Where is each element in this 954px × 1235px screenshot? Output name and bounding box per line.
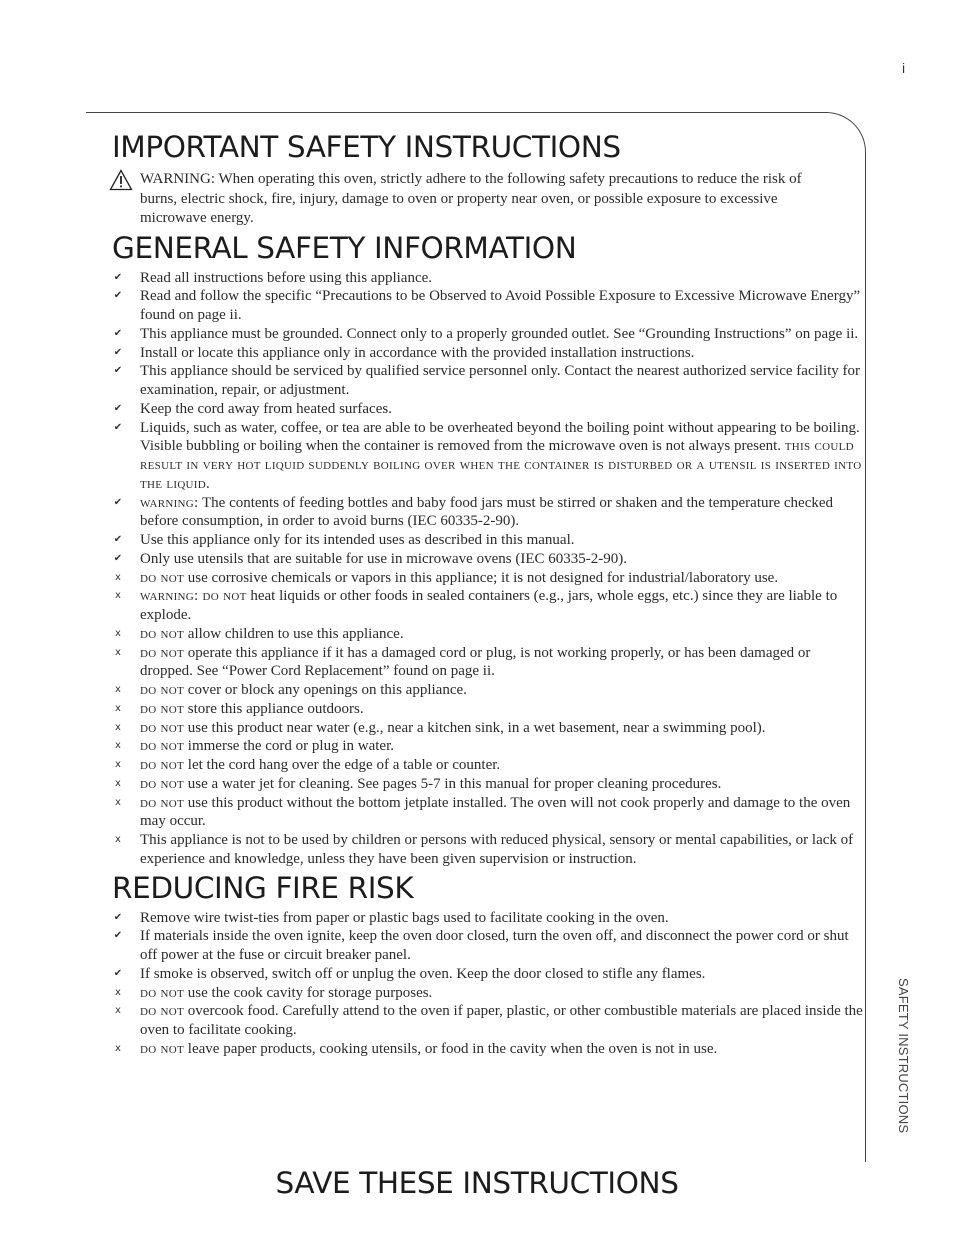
item-text: store this appliance outdoors. <box>187 700 364 717</box>
warning-triangle-icon <box>109 169 133 191</box>
check-icon: ✔ <box>113 421 123 433</box>
item-text: cover or block any openings on this appliance. <box>187 682 467 698</box>
item-lead-caps: do not <box>140 569 185 586</box>
warning-text: WARNING: When operating this oven, strictly adhere to the following safety precautions to reduce the risk of burns, electric shock, fire, injury, damage to oven or property near oven, or possible exposure to excessive microwave energy. <box>140 171 802 226</box>
cross-icon: x <box>115 684 121 695</box>
cross-icon: x <box>115 759 121 770</box>
list-item <box>112 644 864 682</box>
list-item <box>112 531 864 550</box>
list-item <box>112 400 864 419</box>
list-item <box>112 756 864 775</box>
page-number: i <box>902 60 906 76</box>
cross-icon: x <box>115 1042 121 1054</box>
list-item <box>112 794 864 832</box>
item-text: use the cook cavity for storage purposes. <box>187 984 433 1001</box>
item-lead-caps: do not <box>140 738 185 755</box>
fire-risk-heading: REDUCING FIRE RISK <box>112 870 414 905</box>
save-instructions-heading: SAVE THESE INSTRUCTIONS <box>275 1166 679 1200</box>
item-text: use this product without the bottom jetplate installed. The oven will not cook properly and damage to the oven may occur. <box>140 794 851 830</box>
list-item <box>112 681 864 700</box>
item-text: immerse the cord or plug in water. <box>187 738 394 755</box>
item-lead-caps: warning: do not <box>140 588 247 605</box>
item-text: use this product near water (e.g., near a kitchen sink, in a wet basement, near a swimming pool). <box>187 719 766 736</box>
item-text: Keep the cord away from heated surfaces. <box>140 400 392 417</box>
list-item <box>112 625 864 644</box>
cross-icon: x <box>115 834 121 845</box>
cross-icon: x <box>115 721 121 733</box>
frame-top-border <box>86 112 828 113</box>
item-text: If materials inside the oven ignite, keep the oven door closed, turn the oven off, and disconnect the power cord or shut off power at the fuse or circuit breaker panel. <box>140 928 849 963</box>
item-text: Use this appliance only for its intended uses as described in this manual. <box>140 532 575 548</box>
item-text: overcook food. Carefully attend to the oven if paper, plastic, or other combustible materials are placed inside the oven to facilitate cooking. <box>140 1003 863 1038</box>
item-lead-caps: do not <box>140 682 185 698</box>
item-lead-caps: do not <box>140 719 185 736</box>
check-icon: ✔ <box>113 534 123 545</box>
item-lead-caps: warning: <box>140 494 199 511</box>
cross-icon: x <box>115 571 121 583</box>
cross-icon: x <box>115 777 121 789</box>
cross-icon: x <box>115 740 121 752</box>
list-item <box>112 269 864 288</box>
list-item <box>112 909 864 928</box>
list-item <box>112 287 864 325</box>
cross-icon: x <box>115 1005 121 1017</box>
list-item <box>112 550 864 569</box>
check-icon: ✔ <box>113 327 123 339</box>
list-item <box>112 700 864 719</box>
item-text: The contents of feeding bottles and baby food jars must be stirred or shaken and the temperature checked before consumption, in order to avoid burns (IEC 60335-2-90). <box>140 494 834 530</box>
list-item <box>112 325 864 344</box>
list-item <box>112 362 864 400</box>
general-safety-list <box>112 269 864 869</box>
item-text: leave paper products, cooking utensils, or food in the cavity when the oven is not in use. <box>187 1040 718 1057</box>
item-lead-caps: do not <box>140 984 185 1001</box>
list-item <box>112 719 864 738</box>
item-lead-caps: do not <box>140 775 185 792</box>
check-icon: ✔ <box>113 911 123 923</box>
item-text: Read and follow the specific “Precautions to be Observed to Avoid Possible Exposure to Excessive Microwave Energy” found on page ii. <box>140 288 861 323</box>
item-text: Remove wire twist-ties from paper or plastic bags used to facilitate cooking in the oven. <box>140 909 669 926</box>
cross-icon: x <box>115 796 121 808</box>
warning-paragraph <box>112 170 812 229</box>
list-item <box>112 569 864 588</box>
check-icon: ✔ <box>113 290 123 302</box>
item-lead-caps: do not <box>140 644 185 661</box>
item-text: use a water jet for cleaning. See pages 5-7 in this manual for proper cleaning procedures. <box>187 775 722 792</box>
check-icon: ✔ <box>113 271 123 283</box>
fire-risk-list <box>112 909 864 1059</box>
check-icon: ✔ <box>113 496 123 508</box>
check-icon: ✔ <box>113 552 123 564</box>
check-icon: ✔ <box>113 346 123 358</box>
item-text: heat liquids or other foods in sealed containers (e.g., jars, whole eggs, etc.) since they are liable to explode. <box>140 588 838 623</box>
check-icon: ✔ <box>113 402 123 414</box>
item-text: let the cord hang over the edge of a table or counter. <box>187 757 501 773</box>
item-lead-caps: do not <box>140 1040 185 1057</box>
list-item <box>112 344 864 363</box>
cross-icon: x <box>115 627 121 639</box>
cross-icon: x <box>115 702 121 714</box>
item-lead-caps: do not <box>140 1003 185 1020</box>
item-text: If smoke is observed, switch off or unplug the oven. Keep the door closed to stifle any flames. <box>140 965 706 982</box>
list-item <box>112 737 864 756</box>
list-item <box>112 587 864 625</box>
list-item <box>112 775 864 794</box>
item-text: This appliance should be serviced by qualified service personnel only. Contact the nearest authorized service facility for examination, repair, or adjustment. <box>140 363 861 398</box>
item-text: This appliance is not to be used by children or persons with reduced physical, sensory or mental capabilities, or lack of experience and knowledge, unless they have been given supervision or instruction. <box>140 832 854 867</box>
general-safety-heading: GENERAL SAFETY INFORMATION <box>112 230 577 265</box>
cross-icon: x <box>115 646 121 658</box>
frame-right-border <box>865 170 866 1162</box>
list-item <box>112 984 864 1003</box>
important-safety-heading: IMPORTANT SAFETY INSTRUCTIONS <box>112 130 621 164</box>
check-icon: ✔ <box>113 365 123 377</box>
main-content <box>112 128 864 1059</box>
item-lead-caps: do not <box>140 700 185 717</box>
item-text: Read all instructions before using this appliance. <box>140 269 433 286</box>
item-text: Install or locate this appliance only in accordance with the provided installation instructions. <box>140 344 695 361</box>
check-icon: ✔ <box>113 967 123 979</box>
list-item <box>112 927 864 965</box>
list-item <box>112 1040 864 1059</box>
list-item <box>112 1002 864 1040</box>
side-section-label: SAFETY INSTRUCTIONS <box>896 978 911 1134</box>
item-text: allow children to use this appliance. <box>187 625 404 642</box>
cross-icon: x <box>115 590 121 602</box>
list-item <box>112 494 864 532</box>
cross-icon: x <box>115 986 121 998</box>
item-text: operate this appliance if it has a damaged cord or plug, is not working properly, or has been damaged or dropped. See “Power Cord Replacement” found on page ii. <box>140 644 811 680</box>
item-text: This appliance must be grounded. Connect only to a properly grounded outlet. See “Grounding Instructions” on page ii. <box>140 325 859 342</box>
item-text: Liquids, such as water, coffee, or tea are able to be overheated beyond the boiling point without appearing to be boiling. Visible bubbling or boiling when the container is removed from the microwave oven is not always present. <box>140 419 860 455</box>
item-text: use corrosive chemicals or vapors in this appliance; it is not designed for industrial/laboratory use. <box>187 569 779 586</box>
list-item <box>112 965 864 984</box>
item-tail-caps: this could result in very hot liquid suddenly boiling over when the container is disturbed or a utensil is inserted into the liquid. <box>140 438 862 492</box>
item-lead-caps: do not <box>140 757 185 773</box>
item-text: Only use utensils that are suitable for use in microwave ovens (IEC 60335-2-90). <box>140 550 627 567</box>
check-icon: ✔ <box>113 930 123 942</box>
item-lead-caps: do not <box>140 794 185 811</box>
list-item <box>112 831 864 869</box>
list-item <box>112 419 864 494</box>
item-lead-caps: do not <box>140 625 185 642</box>
